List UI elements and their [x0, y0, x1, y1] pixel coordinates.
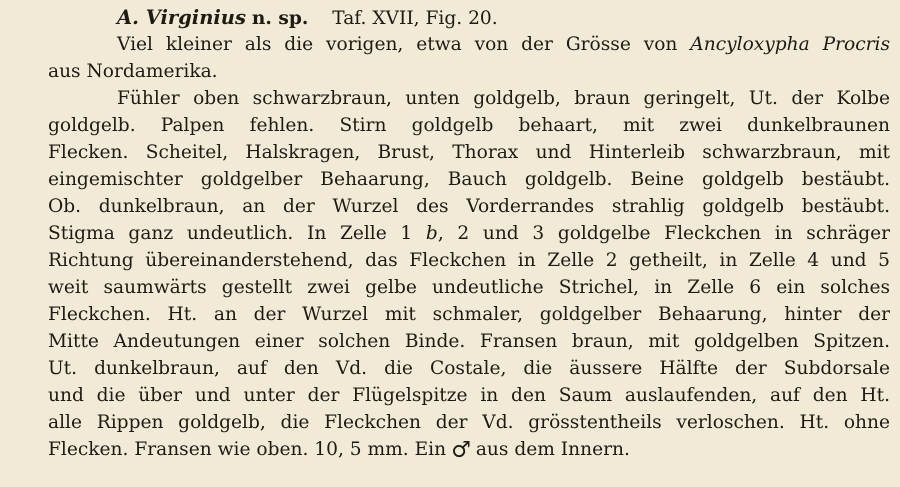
body-line-6-start: Stigma ganz undeutlich. In Zelle 1 — [48, 223, 413, 244]
intro-line-2 — [48, 58, 890, 85]
body-line-12: und die über und unter der Flügelspitze in den Saum auslaufenden, auf den Ht. — [48, 385, 890, 406]
body-line-13: alle Rippen goldgelb, die Fleckchen der Vd. grösstentheils verloschen. Ht. ohne — [48, 412, 890, 433]
comparison-species: Ancyloxypha Procris — [690, 34, 890, 55]
species-heading — [48, 4, 890, 31]
new-species-mark: n. sp. — [251, 8, 309, 29]
body-line-2: goldgelb. Palpen fehlen. Stirn goldgelb behaart, mit zwei dunkelbraunen — [48, 115, 890, 136]
plate-reference: Taf. XVII, Fig. 20. — [332, 8, 498, 29]
body-line-14-start: Flecken. Fransen wie oben. 10, 5 mm. Ein — [48, 439, 447, 460]
body-line-10: Mitte Andeutungen einer solchen Binde. Fransen braun, mit goldgelben Spitzen. — [48, 331, 890, 352]
intro-line-1 — [48, 31, 890, 58]
body-line-4: eingemischter goldgelber Behaarung, Bauch goldgelb. Beine goldgelb bestäubt. — [48, 169, 890, 190]
body-line-6 — [48, 220, 890, 247]
species-name: A. Virginius — [117, 6, 246, 29]
body-line-3: Flecken. Scheitel, Halskragen, Brust, Thorax und Hinterleib schwarzbraun, mit — [48, 142, 890, 163]
cell-1b-letter: b — [425, 223, 438, 244]
intro-text: Viel kleiner als die vorigen, etwa von der Grösse von — [117, 34, 678, 55]
body-line-5: Ob. dunkelbraun, an der Wurzel des Vorderrandes strahlig goldgelb bestäubt. — [48, 196, 890, 217]
body-line-8: weit saumwärts gestellt zwei gelbe undeutliche Strichel, in Zelle 6 ein solches — [48, 277, 890, 298]
male-symbol-icon: ♂ — [451, 438, 471, 463]
body-line-9: Fleckchen. Ht. an der Wurzel mit schmaler, goldgelber Behaarung, hinter der — [48, 304, 890, 325]
intro-origin: aus Nordamerika. — [48, 61, 218, 82]
body-line-11: Ut. dunkelbraun, auf den Vd. die Costale, die äussere Hälfte der Subdorsale — [48, 358, 890, 379]
body-line-14 — [48, 436, 890, 463]
body-line-14-end: aus dem Innern. — [475, 439, 630, 460]
body-line-7: Richtung übereinanderstehend, das Fleckchen in Zelle 2 getheilt, in Zelle 4 und 5 — [48, 250, 890, 271]
body-line-1: Fühler oben schwarzbraun, unten goldgelb, braun geringelt, Ut. der Kolbe — [117, 88, 890, 109]
body-line-6-end: , 2 und 3 goldgelbe Fleckchen in schräger — [437, 223, 890, 244]
